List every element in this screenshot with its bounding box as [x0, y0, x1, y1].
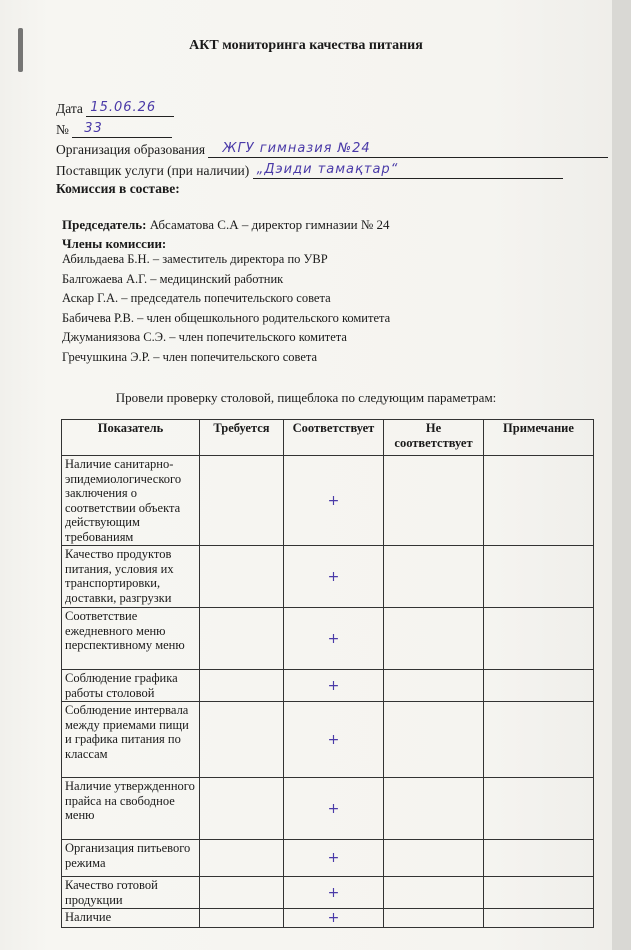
header-note: Примечание: [484, 420, 594, 456]
not-complies-cell: [384, 909, 484, 928]
table-header-row: [62, 420, 594, 456]
member-item: Абильдаева Б.Н. – заместитель директора по УВР: [62, 252, 328, 266]
indicator-cell: Качество продуктов питания, условия их транспортировки, доставки, разгрузки: [62, 546, 200, 608]
members-list: [62, 250, 390, 367]
table-row: [62, 456, 594, 546]
note-cell: [484, 778, 594, 840]
complies-mark: +: [284, 909, 384, 928]
member-item: Аскар Г.А. – председатель попечительского совета: [62, 291, 331, 305]
chair-label: Председатель:: [62, 217, 147, 232]
org-field: [208, 141, 608, 158]
indicator-cell: Наличие: [62, 909, 200, 928]
complies-mark: +: [284, 670, 384, 702]
table-row: [62, 840, 594, 877]
header-complies: Соответствует: [284, 420, 384, 456]
required-cell: [200, 909, 284, 928]
table-row: [62, 909, 594, 928]
table-row: [62, 877, 594, 909]
table-row: [62, 608, 594, 670]
indicator-cell: Соблюдение интервала между приемами пищи и графика питания по классам: [62, 702, 200, 778]
complies-mark: +: [284, 456, 384, 546]
complies-mark: +: [284, 877, 384, 909]
indicator-cell: Наличие утвержденного прайса на свободное меню: [62, 778, 200, 840]
not-complies-cell: [384, 608, 484, 670]
supplier-value: „Дэиди тамақтар“: [256, 162, 399, 177]
note-cell: [484, 546, 594, 608]
note-cell: [484, 608, 594, 670]
note-cell: [484, 702, 594, 778]
header-not-complies: Не соответствует: [384, 420, 484, 456]
number-value: 33: [84, 121, 103, 136]
check-statement: Провели проверку столовой, пищеблока по следующим параметрам:: [115, 390, 497, 405]
org-label: Организация образования: [56, 142, 206, 157]
member-item: Балгожаева А.Г. – медицинский работник: [62, 271, 284, 286]
note-cell: [484, 840, 594, 877]
not-complies-cell: [384, 778, 484, 840]
indicator-cell: Соблюдение графика работы столовой: [62, 670, 200, 702]
not-complies-cell: [384, 456, 484, 546]
required-cell: [200, 877, 284, 909]
not-complies-cell: [384, 877, 484, 909]
header-required: Требуется: [200, 420, 284, 456]
table-row: [62, 778, 594, 840]
required-cell: [200, 702, 284, 778]
not-complies-cell: [384, 702, 484, 778]
number-line: [56, 121, 172, 138]
complies-mark: +: [284, 840, 384, 877]
member-item: Бабичева Р.В. – член общешкольного родительского комитета: [62, 310, 391, 325]
chair-line: [62, 217, 390, 233]
table-row: [62, 546, 594, 608]
parameters-table: [61, 419, 594, 928]
required-cell: [200, 670, 284, 702]
not-complies-cell: [384, 670, 484, 702]
member-item: Гречушкина Э.Р. – член попечительского совета: [62, 349, 318, 364]
org-line: [56, 141, 608, 158]
note-cell: [484, 877, 594, 909]
document-title: АКТ мониторинга качества питания: [189, 38, 423, 53]
chair-value: Абсаматова С.А – директор гимназии № 24: [149, 217, 390, 232]
background-edge: [612, 0, 631, 950]
indicator-cell: Соответствие ежедневного меню перспективному меню: [62, 608, 200, 670]
required-cell: [200, 546, 284, 608]
header-indicator: Показатель: [62, 420, 200, 456]
not-complies-cell: [384, 840, 484, 877]
complies-mark: +: [284, 608, 384, 670]
members-label: Члены комиссии:: [62, 236, 167, 251]
date-value: 15.06.26: [90, 100, 157, 115]
date-line: [56, 100, 174, 117]
complies-mark: +: [284, 702, 384, 778]
supplier-label: Поставщик услуги (при наличии): [56, 163, 250, 178]
supplier-field: [253, 162, 563, 179]
supplier-line: [56, 162, 563, 179]
date-label: Дата: [56, 101, 83, 116]
date-field: [86, 100, 174, 117]
complies-mark: +: [284, 546, 384, 608]
number-label: №: [56, 122, 69, 137]
org-value: ЖГУ гимназия №24: [222, 141, 371, 156]
required-cell: [200, 778, 284, 840]
member-item: Джуманиязова С.Э. – член попечительского комитета: [62, 330, 347, 344]
note-cell: [484, 909, 594, 928]
commission-label: Комиссия в составе:: [56, 181, 180, 196]
note-cell: [484, 456, 594, 546]
table-row: [62, 670, 594, 702]
indicator-cell: Качество готовой продукции: [62, 877, 200, 909]
note-cell: [484, 670, 594, 702]
required-cell: [200, 608, 284, 670]
indicator-cell: Организация питьевого режима: [62, 840, 200, 877]
indicator-cell: Наличие санитарно-эпидемиологического заключения о соответствии объекта действующим требованиям: [62, 456, 200, 546]
table-row: [62, 702, 594, 778]
not-complies-cell: [384, 546, 484, 608]
complies-mark: +: [284, 778, 384, 840]
required-cell: [200, 840, 284, 877]
required-cell: [200, 456, 284, 546]
number-field: [72, 121, 172, 138]
